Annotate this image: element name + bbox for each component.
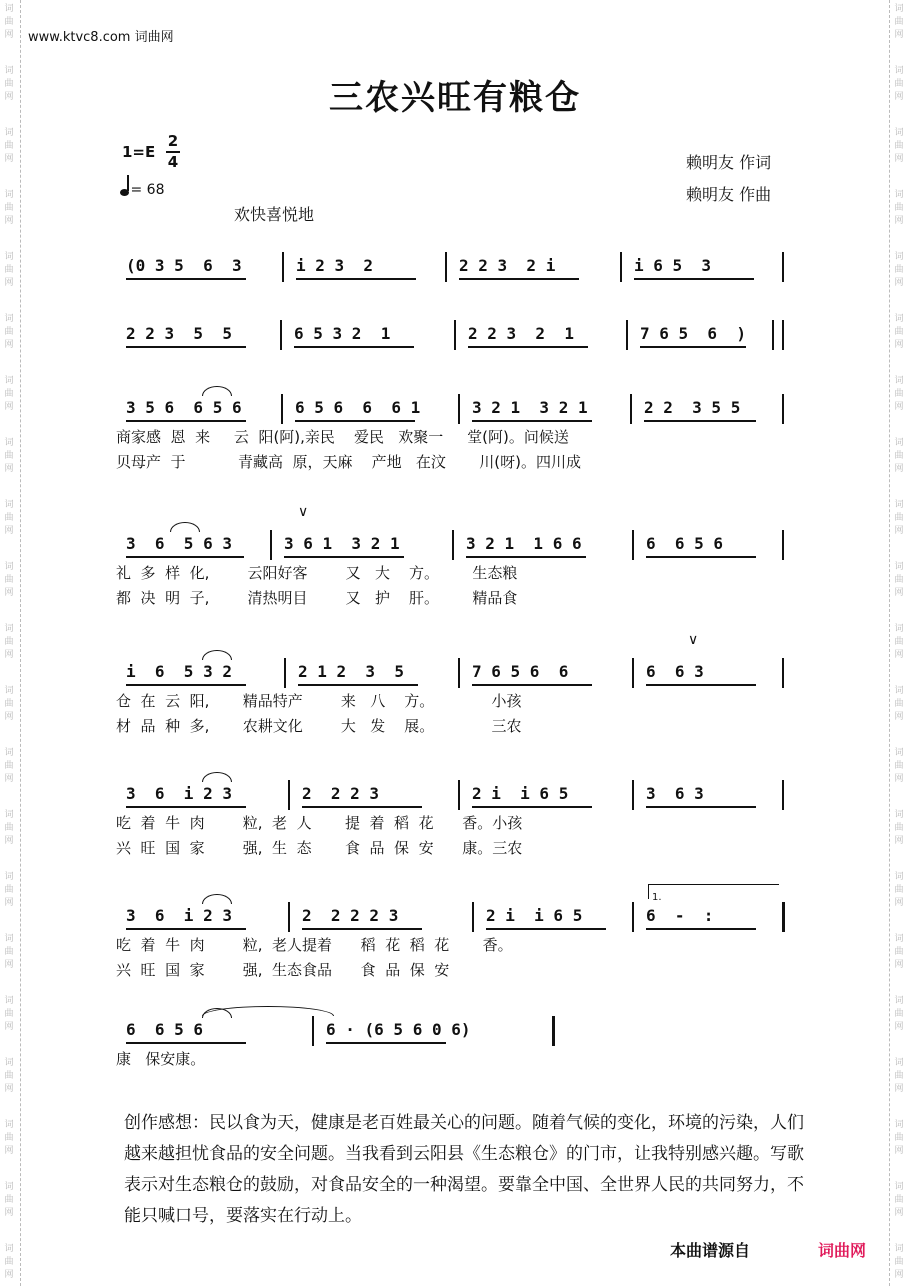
watermark-glyph: 曲 bbox=[894, 513, 904, 523]
watermark-glyph: 词 bbox=[894, 1244, 904, 1254]
watermark-glyph: 网 bbox=[894, 836, 904, 846]
watermark-glyph: 词 bbox=[4, 1182, 14, 1192]
watermark-glyph: 词 bbox=[4, 1058, 14, 1068]
end-barline bbox=[782, 320, 784, 350]
measure: 6 5 6 6 6 1 bbox=[295, 398, 421, 417]
measure: 6 5 3 2 1 bbox=[294, 324, 391, 343]
watermark-glyph: 曲 bbox=[4, 141, 14, 151]
watermark-glyph: 曲 bbox=[4, 885, 14, 895]
measure: 3 2 1 1 6 6 bbox=[466, 534, 582, 553]
beam-line bbox=[284, 556, 404, 558]
barline bbox=[312, 1016, 314, 1046]
watermark-glyph: 词 bbox=[4, 996, 14, 1006]
watermark-glyph: 曲 bbox=[894, 637, 904, 647]
watermark-glyph: 词 bbox=[4, 438, 14, 448]
beam-line bbox=[126, 684, 246, 686]
lyric-line: 兴 旺 国 家 强, 生 态 食 品 保 安 康。三农 bbox=[116, 839, 523, 857]
measure: 2 2 3 5 5 bbox=[644, 398, 741, 417]
watermark-glyph: 曲 bbox=[894, 1009, 904, 1019]
barline bbox=[445, 252, 447, 282]
measure: 2 i i 6 5 bbox=[472, 784, 569, 803]
lyric-line: 商家感 恩 来 云 阳(阿),亲民 爱民 欢聚一 堂(阿)。问候送 bbox=[116, 428, 569, 446]
lyric-line: 贝母产 于 青藏高 原，天麻 产地 在汶 川(呀)。四川成 bbox=[116, 453, 581, 471]
site-url[interactable]: www.ktvc8.com 词曲网 bbox=[28, 30, 174, 45]
watermark-glyph: 网 bbox=[4, 588, 14, 598]
watermark-glyph: 曲 bbox=[4, 327, 14, 337]
watermark-glyph: 网 bbox=[4, 1270, 14, 1280]
watermark-glyph: 网 bbox=[894, 960, 904, 970]
watermark-glyph: 网 bbox=[4, 1146, 14, 1156]
watermark-glyph: 词 bbox=[894, 1120, 904, 1130]
watermark-glyph: 网 bbox=[4, 154, 14, 164]
volta-bracket bbox=[648, 884, 779, 903]
watermark-glyph: 网 bbox=[894, 154, 904, 164]
barline bbox=[632, 902, 634, 932]
barline bbox=[284, 658, 286, 688]
measure: 3 6 i 2 3 bbox=[126, 784, 232, 803]
watermark-glyph: 曲 bbox=[4, 699, 14, 709]
watermark-glyph: 曲 bbox=[4, 1195, 14, 1205]
beam-line bbox=[295, 420, 415, 422]
watermark-glyph: 词 bbox=[894, 128, 904, 138]
left-watermark-strip bbox=[0, 0, 21, 1286]
watermark-glyph: 曲 bbox=[894, 265, 904, 275]
watermark-glyph: 词 bbox=[4, 376, 14, 386]
beam-line bbox=[486, 928, 606, 930]
beam-line bbox=[472, 806, 592, 808]
watermark-glyph: 曲 bbox=[894, 947, 904, 957]
beam-line bbox=[634, 278, 754, 280]
watermark-glyph: 网 bbox=[894, 1208, 904, 1218]
watermark-glyph: 网 bbox=[894, 774, 904, 784]
lyric-line: 都 决 明 子, 清热明目 又 护 肝。 精品食 bbox=[116, 589, 518, 607]
beam-line bbox=[126, 1042, 246, 1044]
beam-line bbox=[326, 1042, 446, 1044]
watermark-glyph: 词 bbox=[894, 686, 904, 696]
watermark-glyph: 词 bbox=[4, 624, 14, 634]
watermark-glyph: 网 bbox=[894, 650, 904, 660]
barline bbox=[280, 320, 282, 350]
watermark-glyph: 曲 bbox=[4, 265, 14, 275]
slur-mark bbox=[202, 772, 232, 782]
measure: (0 3 5 6 3 bbox=[126, 256, 242, 275]
end-barline bbox=[782, 902, 785, 932]
watermark-glyph: 曲 bbox=[4, 823, 14, 833]
measure: 6 6 3 bbox=[646, 662, 704, 681]
measure: 6 · (6 5 6 0 6) bbox=[326, 1020, 471, 1039]
lyric-line: 吃 着 牛 肉 粒, 老 人 提 着 稻 花 香。小孩 bbox=[116, 814, 523, 832]
watermark-glyph: 词 bbox=[4, 686, 14, 696]
measure: 2 2 3 2 1 bbox=[468, 324, 574, 343]
watermark-glyph: 曲 bbox=[894, 1071, 904, 1081]
beam-line bbox=[646, 928, 756, 930]
watermark-glyph: 网 bbox=[4, 960, 14, 970]
beam-line bbox=[126, 278, 246, 280]
watermark-glyph: 词 bbox=[894, 1058, 904, 1068]
measure: 2 2 3 5 5 bbox=[126, 324, 232, 343]
watermark-glyph: 曲 bbox=[894, 575, 904, 585]
lyric-line: 兴 旺 国 家 强, 生态食品 食 品 保 安 bbox=[116, 961, 450, 979]
beam-line bbox=[298, 684, 418, 686]
watermark-glyph: 网 bbox=[4, 1084, 14, 1094]
watermark-glyph: 网 bbox=[894, 92, 904, 102]
volta-label: 1. bbox=[652, 892, 662, 903]
beam-line bbox=[302, 928, 422, 930]
barline bbox=[458, 780, 460, 810]
end-barline bbox=[782, 394, 784, 424]
measure: 2 2 2 2 3 bbox=[302, 906, 399, 925]
breath-mark: ∨ bbox=[688, 632, 699, 648]
measure: i 6 5 3 bbox=[634, 256, 712, 275]
time-sig-top: 2 bbox=[167, 132, 179, 150]
time-signature bbox=[166, 133, 180, 171]
watermark-glyph: 网 bbox=[4, 464, 14, 474]
watermark-glyph: 网 bbox=[894, 1146, 904, 1156]
watermark-glyph: 网 bbox=[4, 1208, 14, 1218]
watermark-glyph: 曲 bbox=[894, 389, 904, 399]
watermark-glyph: 词 bbox=[4, 810, 14, 820]
lyric-line: 吃 着 牛 肉 粒, 老人提着 稻 花 稻 花 香。 bbox=[116, 936, 513, 954]
barline bbox=[282, 252, 284, 282]
right-watermark-strip bbox=[889, 0, 910, 1286]
watermark-glyph: 词 bbox=[894, 190, 904, 200]
end-barline bbox=[552, 1016, 555, 1046]
beam-line bbox=[640, 346, 746, 348]
watermark-glyph: 词 bbox=[4, 190, 14, 200]
watermark-glyph: 网 bbox=[894, 216, 904, 226]
beam-line bbox=[472, 420, 592, 422]
watermark-glyph: 曲 bbox=[4, 637, 14, 647]
watermark-glyph: 词 bbox=[894, 376, 904, 386]
watermark-glyph: 网 bbox=[4, 774, 14, 784]
beam-line bbox=[468, 346, 588, 348]
beam-line bbox=[466, 556, 586, 558]
watermark-glyph: 词 bbox=[4, 4, 14, 14]
end-barline bbox=[782, 530, 784, 560]
watermark-glyph: 网 bbox=[4, 1022, 14, 1032]
watermark-glyph: 网 bbox=[4, 340, 14, 350]
watermark-glyph: 网 bbox=[4, 216, 14, 226]
lyric-line: 仓 在 云 阳, 精品特产 来 八 方。 小孩 bbox=[116, 692, 522, 710]
measure: 3 2 1 3 2 1 bbox=[472, 398, 588, 417]
barline bbox=[288, 902, 290, 932]
beam-line bbox=[644, 420, 756, 422]
watermark-glyph: 网 bbox=[894, 526, 904, 536]
barline bbox=[458, 394, 460, 424]
breath-mark: ∨ bbox=[298, 504, 309, 520]
barline bbox=[620, 252, 622, 282]
watermark-glyph: 网 bbox=[4, 402, 14, 412]
measure: 2 2 3 2 i bbox=[459, 256, 556, 275]
beam-line bbox=[126, 346, 246, 348]
beam-line bbox=[126, 420, 246, 422]
beam-line bbox=[472, 684, 592, 686]
watermark-glyph: 曲 bbox=[4, 947, 14, 957]
barline bbox=[626, 320, 628, 350]
barline bbox=[458, 658, 460, 688]
watermark-glyph: 网 bbox=[894, 402, 904, 412]
watermark-glyph: 曲 bbox=[894, 17, 904, 27]
watermark-glyph: 曲 bbox=[894, 1133, 904, 1143]
watermark-glyph: 词 bbox=[4, 128, 14, 138]
beam-line bbox=[294, 346, 414, 348]
watermark-glyph: 词 bbox=[894, 4, 904, 14]
watermark-glyph: 网 bbox=[4, 30, 14, 40]
end-barline bbox=[782, 658, 784, 688]
watermark-glyph: 网 bbox=[894, 898, 904, 908]
barline bbox=[270, 530, 272, 560]
watermark-glyph: 词 bbox=[4, 314, 14, 324]
measure: 2 2 2 3 bbox=[302, 784, 380, 803]
watermark-glyph: 曲 bbox=[4, 1071, 14, 1081]
beam-line bbox=[646, 684, 756, 686]
watermark-glyph: 网 bbox=[894, 712, 904, 722]
tempo-value: = 68 bbox=[130, 182, 165, 198]
watermark-glyph: 网 bbox=[4, 278, 14, 288]
watermark-glyph: 曲 bbox=[4, 761, 14, 771]
barline bbox=[452, 530, 454, 560]
slur-mark bbox=[170, 522, 200, 532]
measure: 3 6 1 3 2 1 bbox=[284, 534, 400, 553]
watermark-glyph: 词 bbox=[4, 934, 14, 944]
watermark-glyph: 词 bbox=[4, 252, 14, 262]
measure: 3 6 3 bbox=[646, 784, 704, 803]
beam-line bbox=[646, 556, 756, 558]
commentary: 创作感想：民以食为天，健康是老百姓最关心的问题。随着气候的变化，环境的污染，人们越来越担忧食品的安全问题。当我看到云阳县《生态粮仓》的门市，让我特别感兴趣。写歌表示对生态粮仓的鼓励，对食品安全的一种渴望。要靠全中国、全世界人民的共同努力，不能只喊口号，要落实在行动上。 bbox=[124, 1113, 804, 1226]
measure: 3 6 i 2 3 bbox=[126, 906, 232, 925]
measure: 6 - : bbox=[646, 906, 714, 925]
watermark-glyph: 网 bbox=[4, 92, 14, 102]
watermark-glyph: 曲 bbox=[894, 203, 904, 213]
watermark-glyph: 词 bbox=[894, 562, 904, 572]
measure: 6 6 5 6 bbox=[126, 1020, 204, 1039]
watermark-glyph: 词 bbox=[894, 438, 904, 448]
watermark-glyph: 网 bbox=[894, 1270, 904, 1280]
watermark-glyph: 曲 bbox=[894, 327, 904, 337]
watermark-glyph: 曲 bbox=[894, 451, 904, 461]
tempo-marking bbox=[120, 178, 165, 198]
watermark-glyph: 曲 bbox=[894, 699, 904, 709]
watermark-glyph: 曲 bbox=[4, 1009, 14, 1019]
barline bbox=[454, 320, 456, 350]
lyric-line: 礼 多 样 化, 云阳好客 又 大 方。 生态粮 bbox=[116, 564, 518, 582]
watermark-glyph: 曲 bbox=[4, 575, 14, 585]
beam-line bbox=[126, 556, 244, 558]
watermark-glyph: 词 bbox=[894, 872, 904, 882]
song-title: 三农兴旺有粮仓 bbox=[329, 78, 581, 118]
watermark-glyph: 词 bbox=[4, 500, 14, 510]
lyric-line: 康 保安康。 bbox=[116, 1050, 206, 1068]
slur-mark bbox=[202, 650, 232, 660]
barline bbox=[281, 394, 283, 424]
barline bbox=[472, 902, 474, 932]
measure: 2 1 2 3 5 bbox=[298, 662, 404, 681]
watermark-glyph: 词 bbox=[894, 1182, 904, 1192]
watermark-glyph: 曲 bbox=[894, 1257, 904, 1267]
source-label: 本曲谱源自 bbox=[670, 1241, 751, 1260]
watermark-glyph: 网 bbox=[894, 1084, 904, 1094]
measure: i 6 5 3 2 bbox=[126, 662, 232, 681]
beam-line bbox=[646, 806, 756, 808]
watermark-glyph: 网 bbox=[4, 898, 14, 908]
watermark-glyph: 曲 bbox=[894, 761, 904, 771]
measure: 2 i i 6 5 bbox=[486, 906, 583, 925]
measure: 6 6 5 6 bbox=[646, 534, 724, 553]
lyricist-credit: 赖明友 作词 bbox=[686, 153, 772, 172]
beam-line bbox=[126, 806, 246, 808]
watermark-glyph: 网 bbox=[894, 588, 904, 598]
end-barline bbox=[782, 780, 784, 810]
barline bbox=[772, 320, 774, 350]
watermark-glyph: 曲 bbox=[894, 141, 904, 151]
watermark-glyph: 词 bbox=[894, 810, 904, 820]
measure: 7 6 5 6 6 bbox=[472, 662, 569, 681]
watermark-glyph: 词 bbox=[894, 996, 904, 1006]
source-brand-link[interactable]: 词曲网 bbox=[818, 1241, 867, 1260]
watermark-glyph: 词 bbox=[4, 562, 14, 572]
watermark-glyph: 网 bbox=[894, 340, 904, 350]
beam-line bbox=[302, 806, 422, 808]
watermark-glyph: 词 bbox=[894, 252, 904, 262]
watermark-glyph: 词 bbox=[894, 500, 904, 510]
watermark-glyph: 网 bbox=[4, 712, 14, 722]
watermark-glyph: 曲 bbox=[4, 1257, 14, 1267]
end-barline bbox=[782, 252, 784, 282]
lyric-line: 材 品 种 多, 农耕文化 大 发 展。 三农 bbox=[116, 717, 522, 735]
watermark-glyph: 网 bbox=[894, 278, 904, 288]
watermark-glyph: 曲 bbox=[894, 885, 904, 895]
watermark-glyph: 词 bbox=[4, 1120, 14, 1130]
watermark-glyph: 词 bbox=[894, 934, 904, 944]
watermark-glyph: 曲 bbox=[4, 513, 14, 523]
key-signature: 1=E bbox=[122, 143, 156, 161]
composer-credit: 赖明友 作曲 bbox=[686, 185, 772, 204]
watermark-glyph: 词 bbox=[894, 66, 904, 76]
watermark-glyph: 网 bbox=[4, 650, 14, 660]
watermark-glyph: 词 bbox=[4, 66, 14, 76]
measure: i 2 3 2 bbox=[296, 256, 374, 275]
measure: 7 6 5 6 ) bbox=[640, 324, 746, 343]
watermark-glyph: 曲 bbox=[894, 823, 904, 833]
watermark-glyph: 曲 bbox=[4, 389, 14, 399]
beam-line bbox=[126, 928, 246, 930]
watermark-glyph: 曲 bbox=[894, 79, 904, 89]
expression-marking: 欢快喜悦地 bbox=[234, 205, 315, 224]
watermark-glyph: 词 bbox=[4, 1244, 14, 1254]
beam-line bbox=[296, 278, 416, 280]
watermark-glyph: 词 bbox=[894, 624, 904, 634]
watermark-glyph: 曲 bbox=[4, 1133, 14, 1143]
watermark-glyph: 词 bbox=[4, 748, 14, 758]
barline bbox=[632, 658, 634, 688]
time-sig-bottom: 4 bbox=[167, 153, 179, 171]
beam-line bbox=[459, 278, 579, 280]
watermark-glyph: 网 bbox=[894, 464, 904, 474]
watermark-glyph: 词 bbox=[4, 872, 14, 882]
watermark-glyph: 网 bbox=[894, 1022, 904, 1032]
watermark-glyph: 曲 bbox=[4, 79, 14, 89]
slur-mark bbox=[202, 894, 232, 904]
tie-mark bbox=[202, 1006, 334, 1016]
barline bbox=[632, 780, 634, 810]
watermark-glyph: 词 bbox=[894, 314, 904, 324]
slur-mark bbox=[202, 386, 232, 396]
watermark-glyph: 曲 bbox=[4, 17, 14, 27]
measure: 3 5 6 6 5 6 bbox=[126, 398, 242, 417]
watermark-glyph: 曲 bbox=[894, 1195, 904, 1205]
watermark-glyph: 网 bbox=[4, 526, 14, 536]
barline bbox=[632, 530, 634, 560]
measure: 3 6 5 6 3 bbox=[126, 534, 232, 553]
watermark-glyph: 曲 bbox=[4, 203, 14, 213]
watermark-glyph: 网 bbox=[4, 836, 14, 846]
watermark-glyph: 网 bbox=[894, 30, 904, 40]
barline bbox=[288, 780, 290, 810]
watermark-glyph: 词 bbox=[894, 748, 904, 758]
barline bbox=[630, 394, 632, 424]
watermark-glyph: 曲 bbox=[4, 451, 14, 461]
